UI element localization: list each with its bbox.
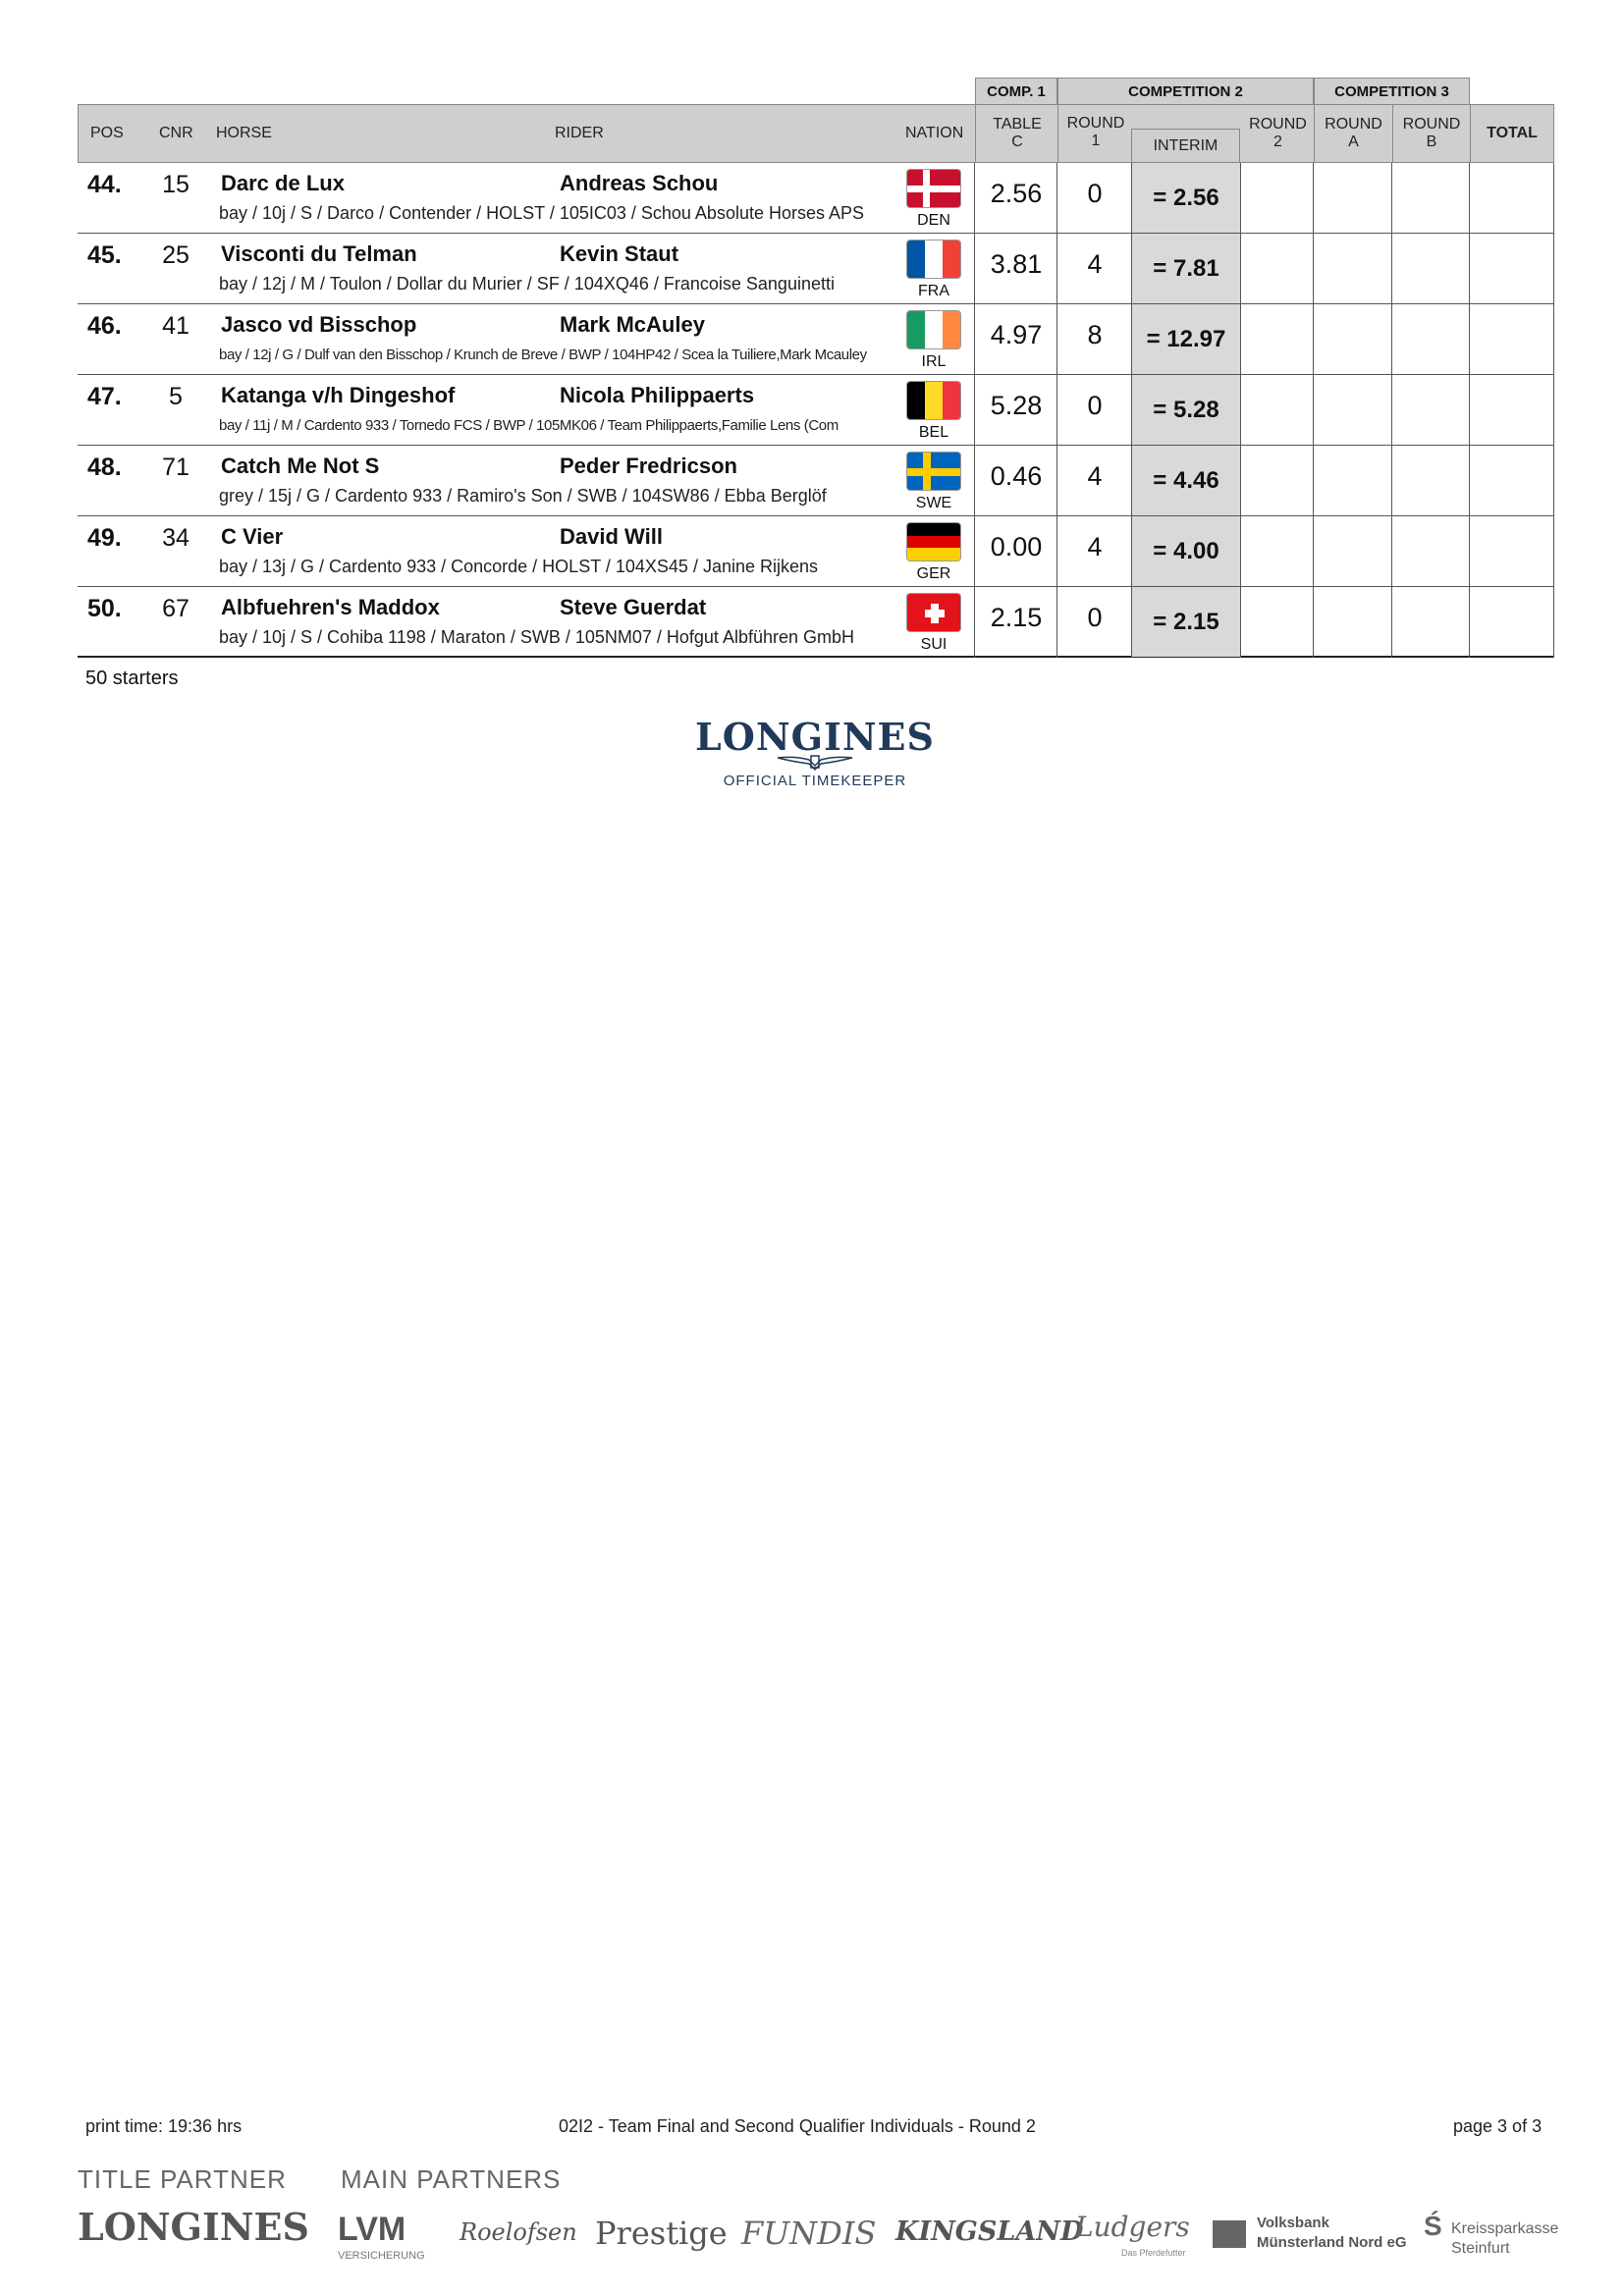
volksbank-logo: Volksbank — [1257, 2215, 1329, 2231]
round1-score: 4 — [1087, 532, 1103, 561]
pos: 46. — [87, 312, 122, 340]
roelofsen-logo: Roelofsen — [460, 2218, 577, 2246]
cnr: 67 — [162, 595, 189, 622]
france-flag-icon — [906, 240, 961, 279]
roundA-header: ROUND A — [1325, 116, 1382, 150]
table-c-score: 4.97 — [990, 320, 1043, 349]
interim-score: = 2.15 — [1132, 587, 1240, 657]
horse-name: Catch Me Not S — [221, 454, 380, 478]
table-row — [78, 446, 1554, 516]
interim-score: = 7.81 — [1132, 234, 1240, 303]
nation-code: BEL — [918, 424, 949, 441]
round1-score: 4 — [1087, 249, 1103, 279]
results-table — [78, 163, 1554, 658]
pos: 48. — [87, 454, 122, 481]
pos: 45. — [87, 241, 122, 269]
sweden-flag-icon — [906, 452, 961, 491]
round1-score: 0 — [1087, 391, 1103, 420]
denmark-flag-icon — [906, 169, 961, 208]
nation-code: DEN — [917, 212, 950, 229]
nation-code: FRA — [918, 283, 949, 299]
comp2-header: COMPETITION 2 — [1057, 78, 1314, 104]
title-partner-label: TITLE PARTNER — [78, 2164, 287, 2194]
kingsland-logo: KINGSLAND — [895, 2216, 1084, 2247]
horse-details: bay / 12j / M / Toulon / Dollar du Murier / SF / 104XQ46 / Francoise Sanguinetti — [219, 274, 835, 294]
cnr: 15 — [162, 171, 189, 198]
interim-score: = 4.00 — [1132, 516, 1240, 586]
table-row — [78, 234, 1554, 304]
round2-header: ROUND 2 — [1249, 116, 1307, 150]
table-c-score: 2.15 — [990, 603, 1043, 632]
table-c-score: 5.28 — [990, 391, 1043, 420]
longines-wordmark: LONGINES — [695, 715, 935, 759]
rider-name: David Will — [560, 524, 663, 549]
page-number: page 3 of 3 — [1453, 2116, 1543, 2136]
table-row — [78, 375, 1554, 446]
nation-header: NATION — [905, 125, 964, 141]
cnr: 34 — [162, 524, 189, 552]
germany-flag-icon — [906, 522, 961, 561]
longines-partner-logo: LONGINES — [78, 2205, 309, 2249]
table-row — [78, 304, 1554, 375]
nation-code: SUI — [920, 636, 947, 653]
belgium-flag-icon — [906, 381, 961, 420]
horse-details: grey / 15j / G / Cardento 933 / Ramiro's Son / SWB / 104SW86 / Ebba Berglöf — [219, 486, 827, 506]
kreissparkasse-logo-sub: Steinfurt — [1451, 2240, 1510, 2257]
pos-header: POS — [90, 125, 124, 141]
interim-score: = 5.28 — [1132, 375, 1240, 445]
volksbank-logo-sub: Münsterland Nord eG — [1257, 2234, 1407, 2251]
comp1-header: COMP. 1 — [975, 78, 1057, 104]
ludgers-logo: Ludgers — [1075, 2211, 1190, 2243]
starters-count: 50 starters — [85, 667, 179, 689]
pos: 47. — [87, 383, 122, 410]
horse-name: Katanga v/h Dingeshof — [221, 383, 456, 407]
ludgers-logo-sub: Das Pferdefutter — [1121, 2248, 1186, 2258]
kreissparkasse-logo: Kreissparkasse — [1451, 2220, 1559, 2237]
print-time: print time: 19:36 hrs — [85, 2116, 243, 2136]
cnr: 41 — [162, 312, 189, 340]
horse-name: C Vier — [221, 524, 284, 549]
horse-name: Jasco vd Bisschop — [221, 312, 417, 337]
winged-hourglass-icon — [776, 752, 854, 772]
ireland-flag-icon — [906, 310, 961, 349]
table-c-score: 3.81 — [990, 249, 1043, 279]
nation-code: GER — [916, 565, 951, 582]
rider-header: RIDER — [555, 125, 604, 141]
longines-timekeeper-logo — [687, 715, 943, 789]
round1-score: 0 — [1087, 179, 1103, 208]
total-header: TOTAL — [1487, 125, 1538, 141]
nation-code: SWE — [915, 495, 952, 511]
horse-details: bay / 10j / S / Cohiba 1198 / Maraton / SWB / 105NM07 / Hofgut Albführen GmbH — [219, 627, 854, 647]
interim-score: = 4.46 — [1132, 446, 1240, 515]
table-row — [78, 163, 1554, 234]
table-c-score: 2.56 — [990, 179, 1043, 208]
main-partners-label: MAIN PARTNERS — [341, 2164, 562, 2194]
switzerland-flag-icon — [906, 593, 961, 632]
pos: 49. — [87, 524, 122, 552]
rider-name: Andreas Schou — [560, 171, 719, 195]
event-name: 02I2 - Team Final and Second Qualifier Individuals - Round 2 — [559, 2116, 1036, 2136]
lvm-logo: LVM — [338, 2211, 406, 2248]
horse-name: Visconti du Telman — [221, 241, 417, 266]
rider-name: Peder Fredricson — [560, 454, 737, 478]
table-c-score: 0.46 — [990, 461, 1043, 491]
nation-code: IRL — [921, 353, 947, 370]
fundis-logo: FUNDIS — [741, 2215, 877, 2252]
table-row — [78, 516, 1554, 587]
cnr: 25 — [162, 241, 189, 269]
interim-score: = 2.56 — [1132, 163, 1240, 233]
horse-name: Albfuehren's Maddox — [221, 595, 440, 619]
rider-name: Nicola Philippaerts — [560, 383, 755, 407]
roundB-header: ROUND B — [1402, 116, 1461, 150]
rider-name: Mark McAuley — [560, 312, 705, 337]
comp3-header: COMPETITION 3 — [1314, 78, 1470, 104]
horse-details: bay / 13j / G / Cardento 933 / Concorde / HOLST / 104XS45 / Janine Rijkens — [219, 557, 819, 576]
table-c-score: 0.00 — [990, 532, 1043, 561]
prestige-logo: Prestige — [595, 2215, 728, 2252]
horse-details: bay / 12j / G / Dulf van den Bisschop / Krunch de Breve / BWP / 104HP42 / Scea la Tuiliere,Mark Mcauley — [219, 347, 867, 363]
rider-name: Steve Guerdat — [560, 595, 707, 619]
interim-header: INTERIM — [1131, 129, 1240, 163]
round1-header: ROUND 1 — [1066, 115, 1125, 149]
table-header — [78, 104, 1554, 163]
cnr: 71 — [162, 454, 189, 481]
official-timekeeper-label: OFFICIAL TIMEKEEPER — [723, 773, 907, 789]
round1-score: 8 — [1087, 320, 1103, 349]
round1-score: 4 — [1087, 461, 1103, 491]
horse-name: Darc de Lux — [221, 171, 345, 195]
pos: 50. — [87, 595, 122, 622]
cnr-header: CNR — [159, 125, 193, 141]
round1-score: 0 — [1087, 603, 1103, 632]
horse-details: bay / 11j / M / Cardento 933 / Tornedo FCS / BWP / 105MK06 / Team Philippaerts,Familie Lens (Com — [219, 417, 839, 434]
lvm-logo-sub: VERSICHERUNG — [338, 2250, 425, 2262]
table-row — [78, 587, 1554, 658]
rider-name: Kevin Staut — [560, 241, 679, 266]
pos: 44. — [87, 171, 122, 198]
horse-header: HORSE — [216, 125, 272, 141]
sparkasse-icon: Ś — [1424, 2211, 1442, 2241]
table-c-header: TABLE C — [993, 116, 1042, 150]
volksbank-icon — [1213, 2220, 1246, 2248]
cnr: 5 — [169, 383, 183, 410]
interim-score: = 12.97 — [1132, 304, 1240, 374]
horse-details: bay / 10j / S / Darco / Contender / HOLST / 105IC03 / Schou Absolute Horses APS — [219, 203, 865, 223]
